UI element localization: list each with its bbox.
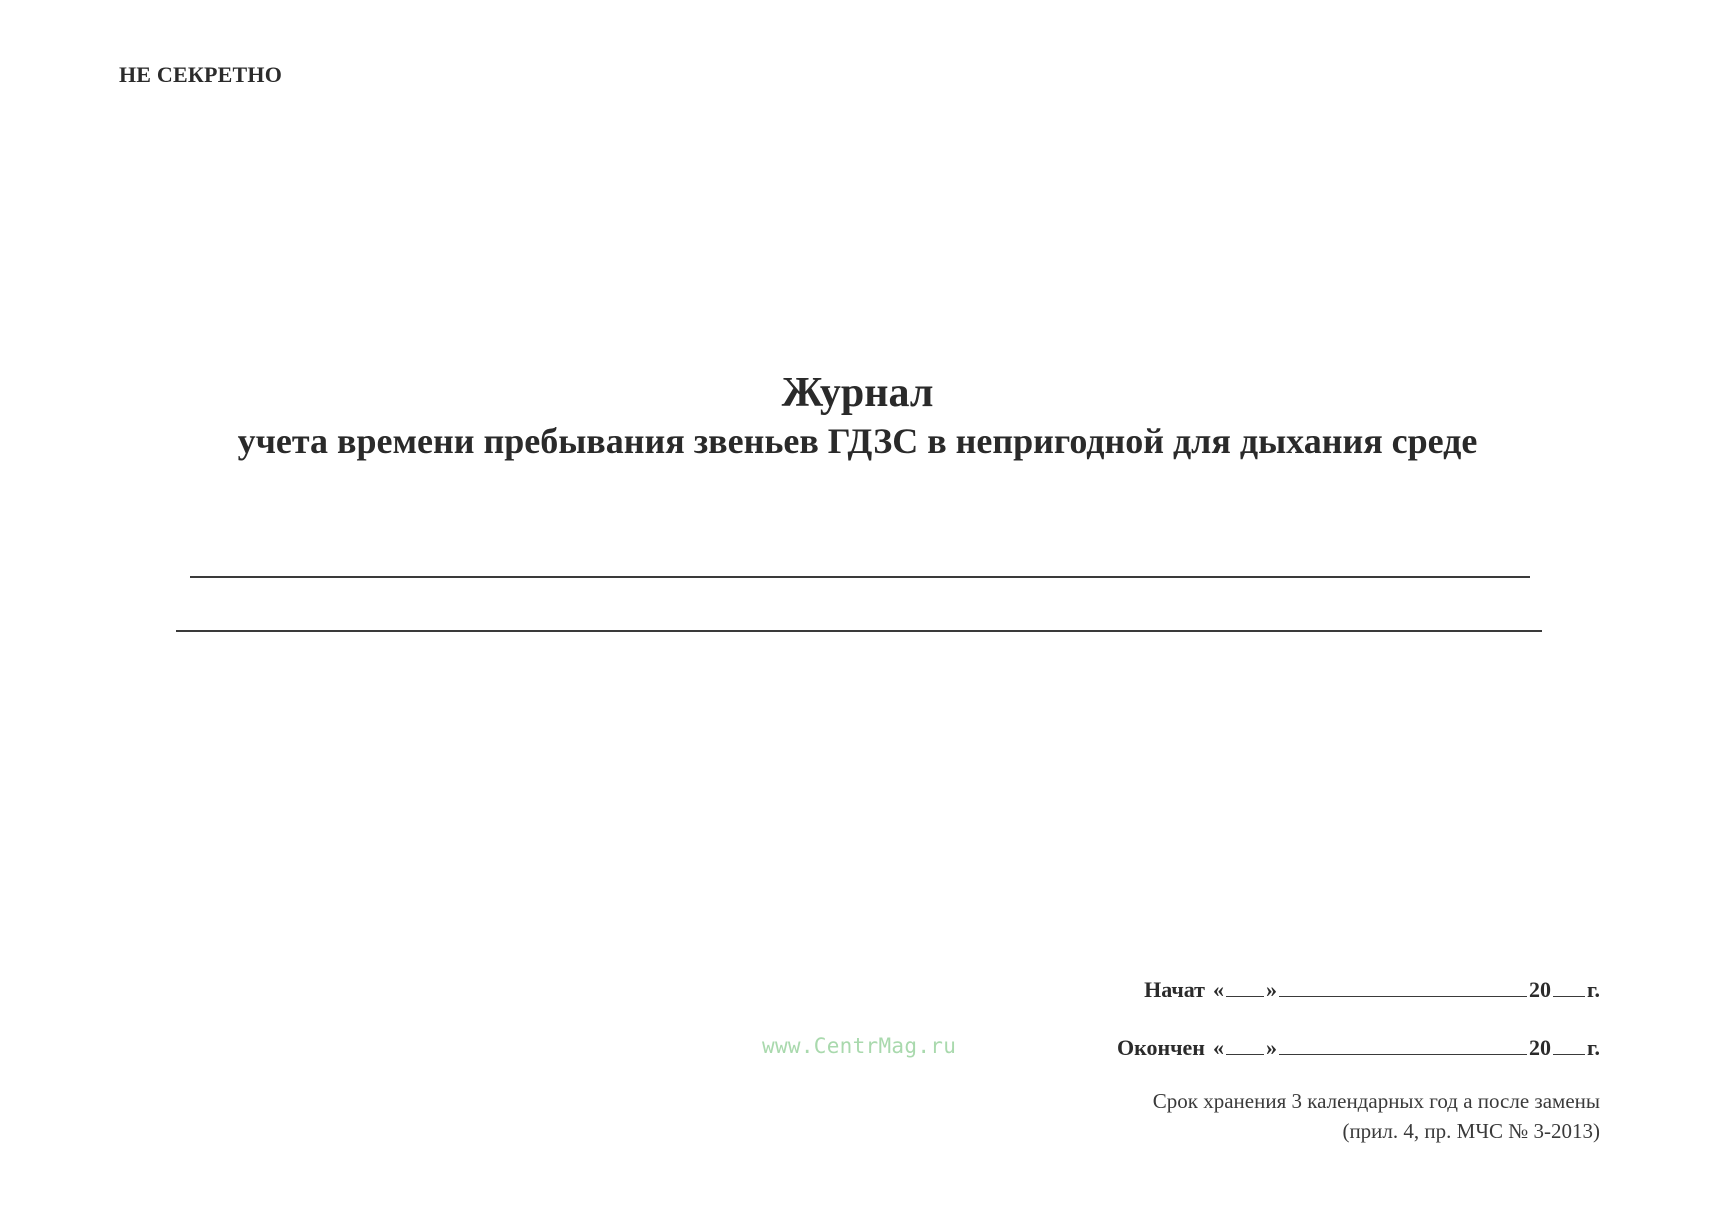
finished-month-blank xyxy=(1279,1034,1527,1055)
finished-year-prefix: 20 xyxy=(1528,1035,1551,1060)
document-title: Журнал xyxy=(781,370,934,416)
blank-fill-line-1 xyxy=(190,576,1530,578)
started-close-quote: » xyxy=(1265,977,1277,1002)
finished-open-quote: « xyxy=(1212,1035,1224,1060)
started-year-suffix: г. xyxy=(1586,977,1600,1002)
blank-fill-line-2 xyxy=(176,630,1542,632)
watermark: www.CentrMag.ru xyxy=(762,1034,957,1058)
started-open-quote: « xyxy=(1212,977,1224,1002)
title-block xyxy=(0,368,1715,464)
started-year-blank xyxy=(1553,976,1585,997)
started-year-prefix: 20 xyxy=(1528,977,1551,1002)
finished-day-blank xyxy=(1226,1034,1264,1055)
started-day-blank xyxy=(1226,976,1264,997)
started-date-row xyxy=(900,976,1600,1006)
finished-year-blank xyxy=(1553,1034,1585,1055)
started-month-blank xyxy=(1279,976,1527,997)
finished-label: Окончен xyxy=(1116,1035,1205,1060)
storage-note-line-2: (прил. 4, пр. МЧС № 3-2013) xyxy=(1342,1119,1600,1143)
storage-note xyxy=(1153,1086,1600,1146)
finished-date-row xyxy=(900,1034,1600,1064)
storage-note-line-1: Срок хранения 3 календарных год а после замены xyxy=(1152,1089,1600,1113)
finished-year-suffix: г. xyxy=(1586,1035,1600,1060)
finished-close-quote: » xyxy=(1265,1035,1277,1060)
started-label: Начат xyxy=(1144,977,1205,1002)
document-subtitle: учета времени пребывания звеньев ГДЗС в непригодной для дыхания среде xyxy=(237,421,1478,461)
classification-label: НЕ СЕКРЕТНО xyxy=(119,62,283,87)
date-block xyxy=(900,976,1600,1092)
